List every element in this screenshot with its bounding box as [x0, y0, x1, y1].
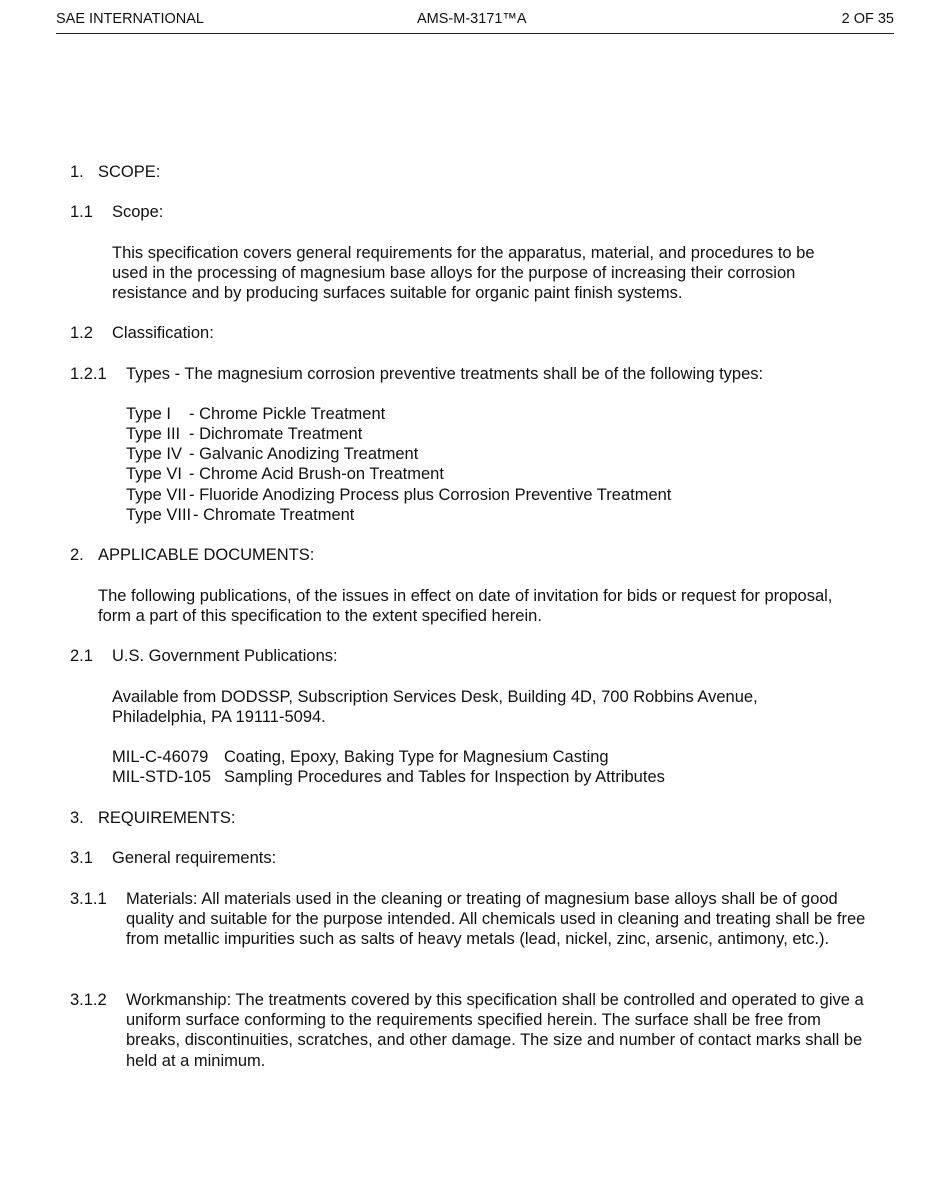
- section-number: 3.1.2: [70, 991, 107, 1009]
- type-description: - Dichromate Treatment: [189, 425, 363, 443]
- section-number: 1.2.1: [70, 365, 107, 383]
- section-heading: Classification:: [112, 324, 214, 342]
- type-label: Type I: [126, 405, 171, 423]
- section-number: 1.1: [70, 203, 93, 221]
- section-heading: U.S. Government Publications:: [112, 647, 338, 665]
- section-heading: Scope:: [112, 203, 164, 221]
- type-description: - Galvanic Anodizing Treatment: [189, 445, 419, 463]
- section-heading: General requirements:: [112, 849, 277, 867]
- workmanship-paragraph: Workmanship: The treatments covered by this specification shall be controlled and operated to give a uniform surface conforming to the requirements specified herein. The surface shall be free from breaks, discontinuities, scratches, and other damage. The size and number of contact marks shall be held at a minimum.: [126, 991, 864, 1070]
- header-page-number: 2 OF 35: [841, 11, 894, 27]
- page-header: [56, 11, 894, 34]
- section-heading: APPLICABLE DOCUMENTS:: [98, 546, 315, 564]
- type-label: Type VIII: [126, 506, 192, 524]
- availability-paragraph: Available from DODSSP, Subscription Services Desk, Building 4D, 700 Robbins Avenue, Philadelphia, PA 19111-5094.: [112, 688, 758, 727]
- types-intro: Types - The magnesium corrosion preventive treatments shall be of the following types:: [126, 365, 764, 383]
- section-number: 3.: [70, 809, 84, 827]
- applicable-documents-paragraph: The following publications, of the issues in effect on date of invitation for bids or request for proposal, form a part of this specification to the extent specified herein.: [98, 587, 833, 626]
- section-heading: SCOPE:: [98, 163, 161, 181]
- type-description: - Chrome Acid Brush-on Treatment: [189, 465, 444, 483]
- section-number: 1.2: [70, 324, 93, 342]
- scope-paragraph: This specification covers general requirements for the apparatus, material, and procedures to be used in the processing of magnesium base alloys for the purpose of increasing their corrosion resistance and by producing surfaces suitable for organic paint finish systems.: [112, 244, 815, 303]
- section-number: 1.: [70, 163, 84, 181]
- section-number: 2.: [70, 546, 84, 564]
- type-description: - Chrome Pickle Treatment: [189, 405, 386, 423]
- document-id: MIL-C-46079: [112, 748, 209, 766]
- document-id: MIL-STD-105: [112, 768, 212, 786]
- materials-paragraph: Materials: All materials used in the cleaning or treating of magnesium base alloys shall be of good quality and suitable for the purpose intended. All chemicals used in cleaning and treating shall be free from metallic impurities such as salts of heavy metals (lead, nickel, zinc, arsenic, antimony, etc.).: [126, 890, 866, 949]
- type-description: - Chromate Treatment: [193, 506, 355, 524]
- type-label: Type IV: [126, 445, 182, 463]
- section-number: 2.1: [70, 647, 93, 665]
- document-title: Coating, Epoxy, Baking Type for Magnesium Casting: [224, 748, 609, 766]
- document-title: Sampling Procedures and Tables for Inspection by Attributes: [224, 768, 665, 786]
- type-description: - Fluoride Anodizing Process plus Corrosion Preventive Treatment: [189, 486, 672, 504]
- type-label: Type VI: [126, 465, 182, 483]
- header-document-number: AMS-M-3171™A: [417, 11, 527, 27]
- type-label: Type VII: [126, 486, 187, 504]
- header-organization: SAE INTERNATIONAL: [56, 11, 204, 27]
- section-number: 3.1: [70, 849, 93, 867]
- type-label: Type III: [126, 425, 181, 443]
- section-number: 3.1.1: [70, 890, 107, 908]
- section-heading: REQUIREMENTS:: [98, 809, 236, 827]
